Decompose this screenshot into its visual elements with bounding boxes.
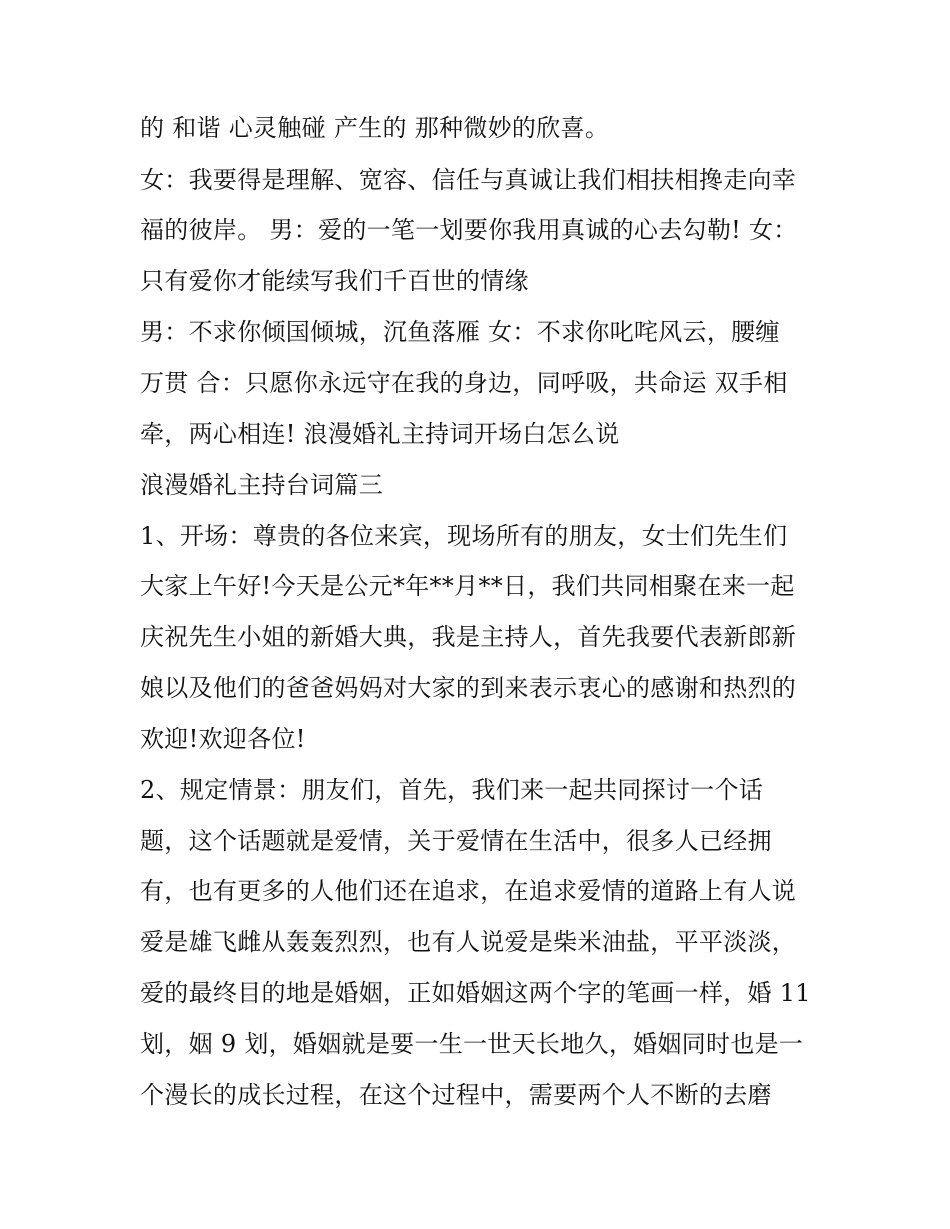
text-line: 欢迎!欢迎各位! (140, 725, 306, 753)
text-line: 男：不求你倾国倾城，沉鱼落雁 女：不求你叱咤风云，腰缠 (140, 318, 780, 346)
text-line: 万贯 合：只愿你永远守在我的身边，同呼吸，共命运 双手相 (140, 369, 788, 397)
text-line: 福的彼岸。 男：爱的一笔一划要你我用真诚的心去勾勒! 女： (140, 216, 798, 244)
text-line: 只有爱你才能续写我们千百世的情缘 (140, 267, 529, 295)
text-line: 娘以及他们的爸爸妈妈对大家的到来表示衷心的感谢和热烈的 (140, 674, 797, 702)
text-line: 的 和谐 心灵触碰 产生的 那种微妙的欣喜。 (140, 114, 610, 142)
text-line: 爱的最终目的地是婚姻，正如婚姻这两个字的笔画一样，婚 11 (140, 979, 811, 1007)
text-line: 女：我要得是理解、宽容、信任与真诚让我们相扶相搀走向幸 (140, 166, 797, 194)
text-line: 庆祝先生小姐的新婚大典，我是主持人，首先我要代表新郎新 (140, 623, 797, 651)
text-line: 2、规定情景：朋友们，首先，我们来一起共同探讨一个话 (140, 776, 764, 804)
text-line: 爱是雄飞雌从轰轰烈烈，也有人说爱是柴米油盐，平平淡淡， (140, 928, 797, 956)
text-line: 有，也有更多的人他们还在追求，在追求爱情的道路上有人说 (140, 877, 797, 905)
text-line: 划，姻 9 划，婚姻就是要一生一世天长地久，婚姻同时也是一 (140, 1030, 804, 1058)
text-line: 题，这个话题就是爱情，关于爱情在生活中，很多人已经拥 (140, 827, 772, 855)
section-heading: 浪漫婚礼主持台词篇三 (140, 471, 383, 499)
text-line: 个漫长的成长过程，在这个过程中，需要两个人不断的去磨 (140, 1081, 772, 1109)
text-line: 牵，两心相连! 浪漫婚礼主持词开场白怎么说 (140, 420, 620, 448)
text-line: 1、开场：尊贵的各位来宾，现场所有的朋友，女士们先生们 (140, 522, 788, 550)
text-line: 大家上午好!今天是公元*年**月**日，我们共同相聚在来一起 (140, 572, 795, 600)
